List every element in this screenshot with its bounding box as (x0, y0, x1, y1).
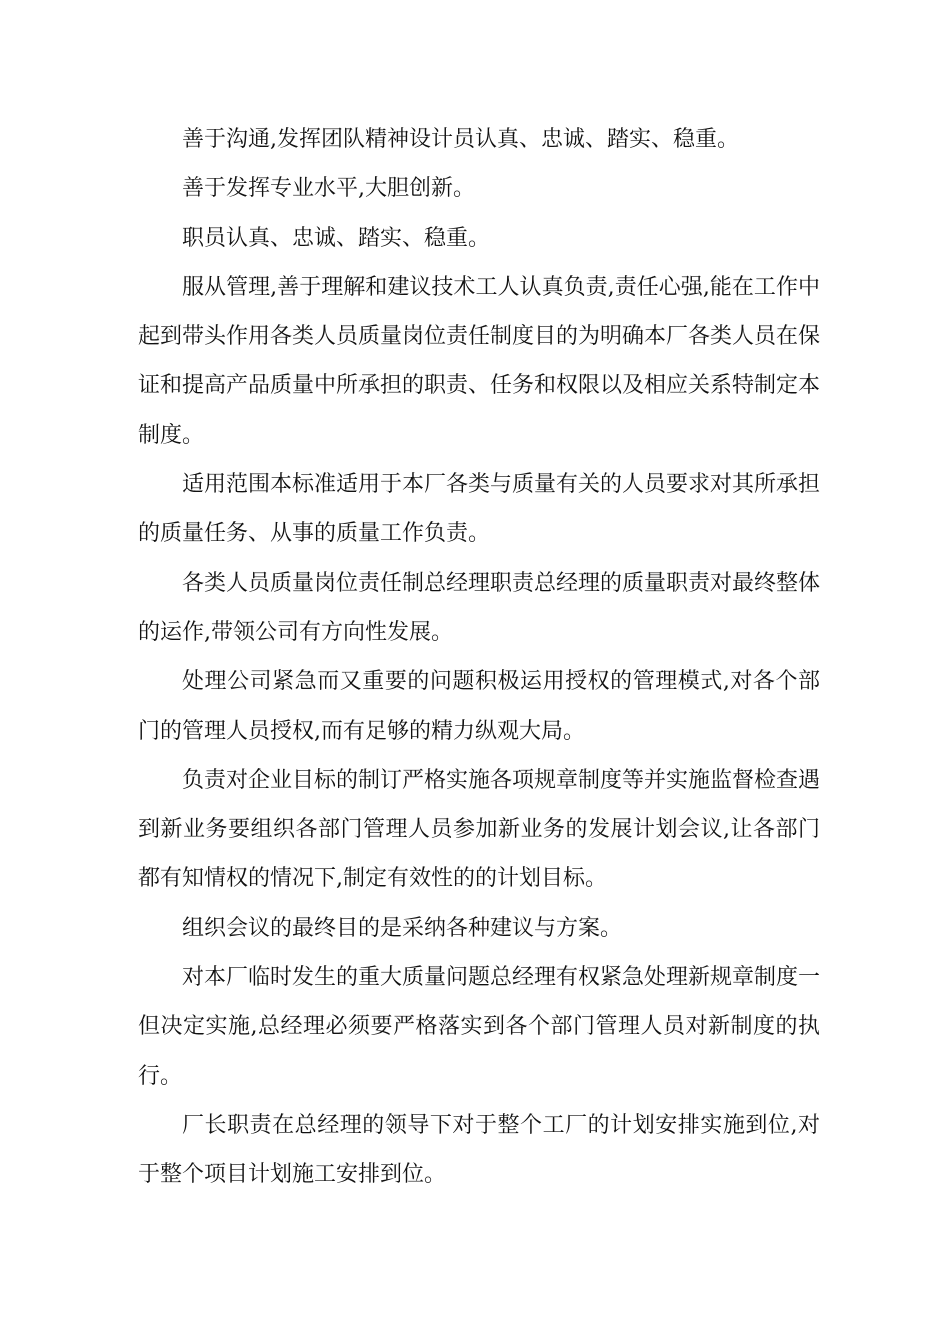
paragraph-4: 服从管理,善于理解和建议技术工人认真负责,责任心强,能在工作中起到带头作用各类人员质量岗位责任制度目的为明确本厂各类人员在保证和提高产品质量中所承担的职责、任务和权限以及相应关系特制定本制度。 (138, 274, 821, 448)
paragraph-9: 组织会议的最终目的是采纳各种建议与方案。 (182, 915, 623, 941)
paragraph-11: 厂长职责在总经理的领导下对于整个工厂的计划安排实施到位,对于整个项目计划施工安排到位。 (138, 1112, 820, 1188)
paragraph-7: 处理公司紧急而又重要的问题积极运用授权的管理模式,对各个部门的管理人员授权,而有足够的精力纵观大局。 (138, 669, 820, 744)
paragraph-10: 对本厂临时发生的重大质量问题总经理有权紧急处理新规章制度一但决定实施,总经理必须要严格落实到各个部门管理人员对新制度的执行。 (138, 965, 821, 1089)
paragraph-1: 善于沟通,发挥团队精神设计员认真、忠诚、踏实、稳重。 (182, 127, 739, 152)
paragraph-3: 职员认真、忠诚、踏实、稳重。 (182, 225, 491, 251)
paragraph-8: 负责对企业目标的制订严格实施各项规章制度等并实施监督检查遇到新业务要组织各部门管理人员参加新业务的发展计划会议,让各部门都有知情权的情况下,制定有效性的的计划目标。 (138, 767, 821, 892)
paragraph-5: 适用范围本标准适用于本厂各类与质量有关的人员要求对其所承担的质量任务、从事的质量工作负责。 (138, 472, 821, 547)
paragraph-6: 各类人员质量岗位责任制总经理职责总经理的质量职责对最终整体的运作,带领公司有方向性发展。 (138, 570, 821, 645)
paragraph-2: 善于发挥专业水平,大胆创新。 (182, 176, 475, 202)
document-body (138, 115, 820, 1200)
